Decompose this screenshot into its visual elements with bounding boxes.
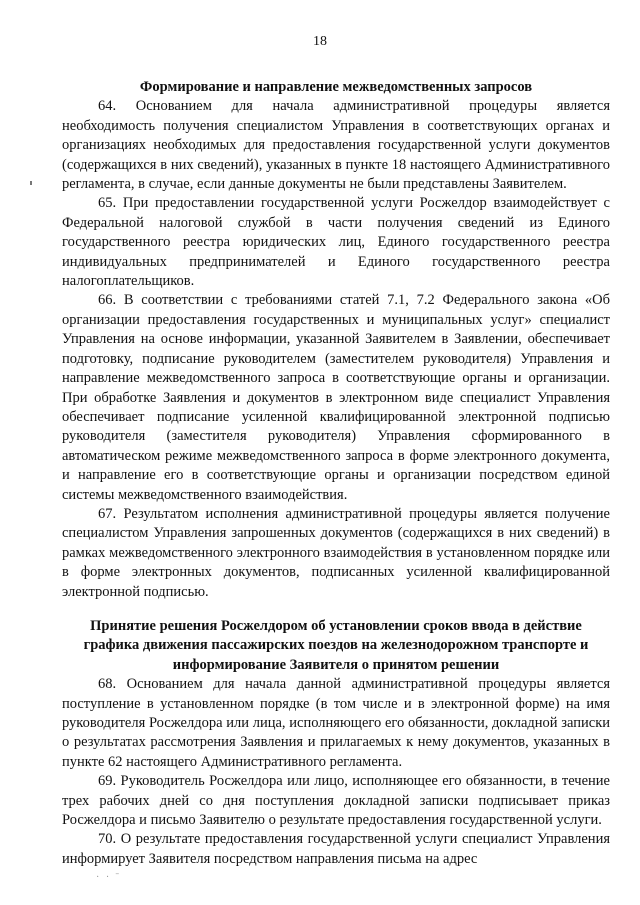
paragraph-64: 64. Основанием для начала административной процедуры является необходимость получения специалистом Управления в соответствующих органах и организациях необходимых для предоставления государственной услуги документов (содержащихся в них сведений), указанных в пункте 18 настоящего Административного регламента, в случае, если данные документы не были представлены Заявителем. — [62, 98, 610, 193]
document-body — [62, 78, 610, 869]
section-heading-interagency-requests: Формирование и направление межведомственных запросов — [139, 79, 533, 95]
paragraph-65: 65. При предоставлении государственной услуги Росжелдор взаимодействует с Федеральной налоговой службой в части получения сведений из Единого государственного реестра юридических лиц, Единого государственного реестра индивидуальных предпринимателей и Единого государственного реестра налогоплательщиков. — [62, 195, 610, 290]
paragraph-66: 66. В соответствии с требованиями статей 7.1, 7.2 Федерального закона «Об организации предоставления государственных и муниципальных услуг» специалист Управления на основе информации, указанной Заявителем в Заявлении, обеспечивает подготовку, подписание руководителем (заместителем руководителя) Управления и направление межведомственного запроса в соответствующие органы и организации. При обработке Заявления и документов в электронном виде специалист Управления обеспечивает подписание усиленной квалифицированной электронной подписью руководителя (заместителя руководителя) Управления сформированного в автоматическом режиме межведомственного запроса в форме электронного документа, и направление его в соответствующие органы и организации посредством единой системы межведомственного взаимодействия. — [62, 292, 610, 503]
page-number: 18 — [313, 34, 327, 49]
paragraph-67: 67. Результатом исполнения административной процедуры является получение специалистом Управления запрошенных документов (содержащихся в них сведений) в рамках межведомственного электронного взаимодействия в установленном порядке или в форме электронных документов, подписанных усиленной квалифицированной электронной подписью. — [62, 505, 610, 600]
section-heading-decision: Принятие решения Росжелдором об установлении сроков ввода в действие графика движения пассажирских поездов на железнодорожном транспорте и информирование Заявителя о принятом решении — [83, 617, 589, 673]
scan-artifact-marks: · · ˉ — [96, 872, 121, 883]
paragraph-69: 69. Руководитель Росжелдора или лицо, исполняющее его обязанности, в течение трех рабочих дней со дня поступления докладной записки подписывает приказ Росжелдора и письмо Заявителю о результате предоставления государственной услуги. — [62, 773, 610, 829]
paragraph-68: 68. Основанием для начала данной административной процедуры является поступление в установленном порядке (в том числе и в электронной форме) на имя руководителя Росжелдора или лица, исполняющего его обязанности, докладной записки о результатах рассмотрения Заявления и прилагаемых к нему документов, указанных в пункте 62 настоящего Административного регламента. — [62, 676, 610, 770]
margin-mark — [30, 181, 32, 185]
paragraph-70: 70. О результате предоставления государственной услуги специалист Управления информирует Заявителя посредством направления письма на адрес — [62, 831, 610, 867]
